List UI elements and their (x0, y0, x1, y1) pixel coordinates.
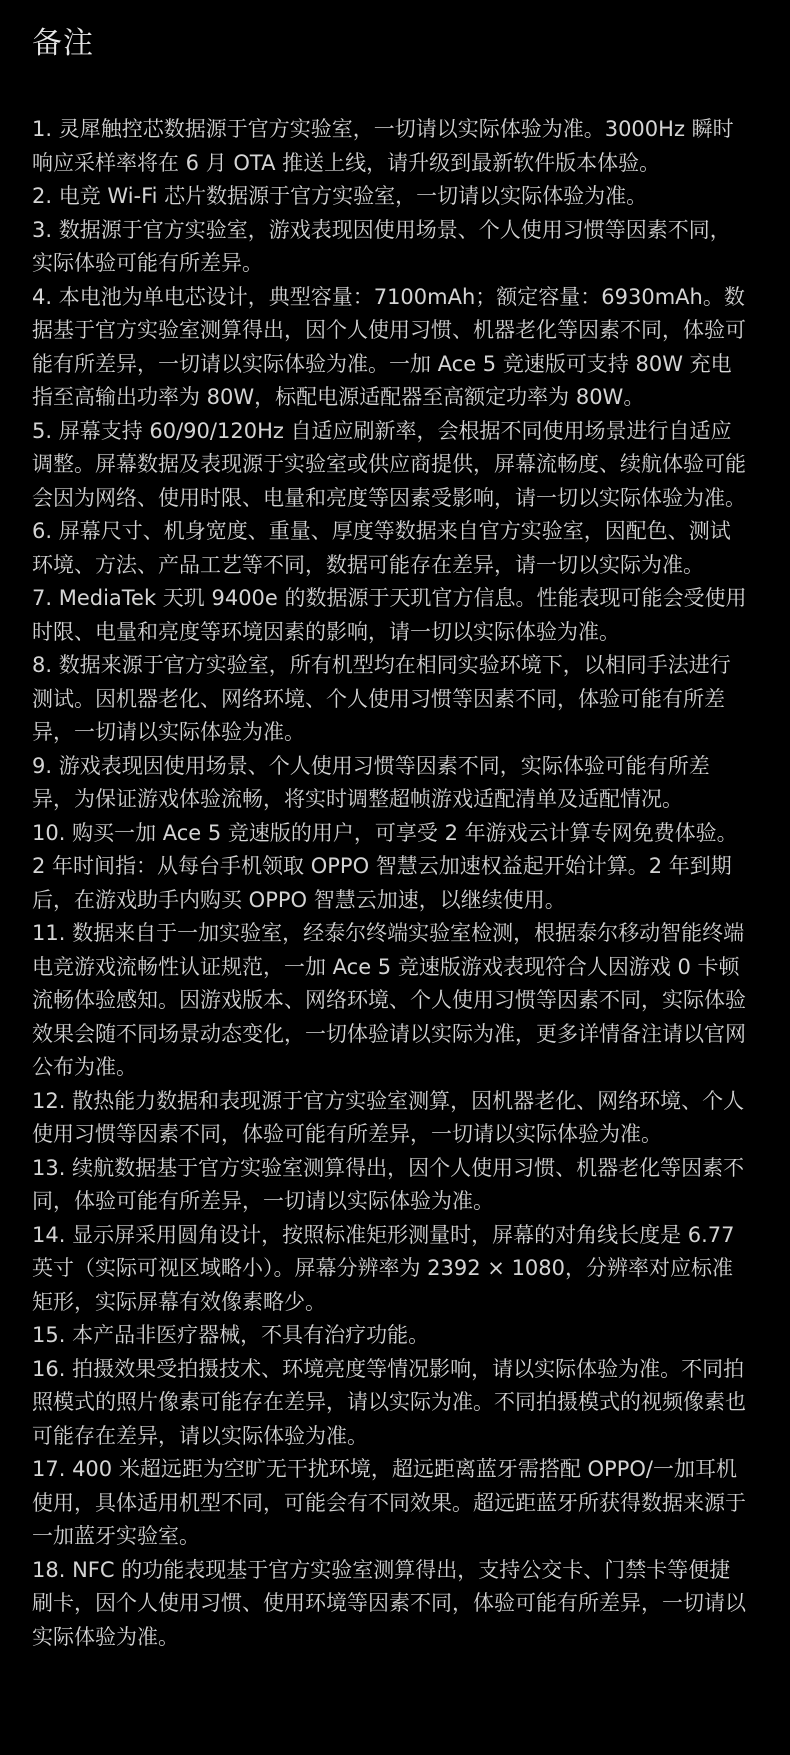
note-item-12: 12. 散热能力数据和表现源于官方实验室测算，因机器老化、网络环境、个人使用习惯等因素不同，体验可能有所差异，一切请以实际体验为准。 (32, 1088, 745, 1146)
note-item-9: 9. 游戏表现因使用场景、个人使用习惯等因素不同，实际体验可能有所差异，为保证游戏体验流畅，将实时调整超帧游戏适配清单及适配情况。 (32, 753, 710, 811)
note-item-4: 4. 本电池为单电芯设计，典型容量：7100mAh；额定容量：6930mAh。数据基于官方实验室测算得出，因个人使用习惯、机器老化等因素不同，体验可能有所差异，一切请以实际体验为准。一加 Ace 5 竞速版可支持 80W 充电指至高输出功率为 80W，标配电源适配器至高额定功率为 80W。 (32, 284, 746, 409)
note-item-3: 3. 数据源于官方实验室，游戏表现因使用场景、个人使用习惯等因素不同，实际体验可能有所差异。 (32, 217, 731, 275)
note-item-8: 8. 数据来源于官方实验室，所有机型均在相同实验环境下，以相同手法进行测试。因机器老化、网络环境、个人使用习惯等因素不同，体验可能有所差异，一切请以实际体验为准。 (32, 653, 731, 744)
note-item-13: 13. 续航数据基于官方实验室测算得出，因个人使用习惯、机器老化等因素不同，体验可能有所差异，一切请以实际体验为准。 (32, 1155, 745, 1213)
note-item-14: 14. 显示屏采用圆角设计，按照标准矩形测量时，屏幕的对角线长度是 6.77 英寸（实际可视区域略小）。屏幕分辨率为 2392 × 1080，分辨率对应标准矩形，实际屏幕有效像素略少。 (32, 1222, 735, 1314)
note-item-15: 15. 本产品非医疗器械，不具有治疗功能。 (32, 1323, 430, 1347)
page-title: 备注 (32, 26, 94, 61)
note-item-11: 11. 数据来自于一加实验室，经泰尔终端实验室检测，根据泰尔移动智能终端电竞游戏流畅性认证规范，一加 Ace 5 竞速版游戏表现符合人因游戏 0 卡顿流畅体验感知。因游戏版本、网络环境、个人使用习惯等因素不同，实际体验效果会随不同场景动态变化，一切体验请以实际为准，更多详情备注请以官网公布为准。 (32, 921, 746, 1079)
note-item-16: 16. 拍摄效果受拍摄技术、环境亮度等情况影响，请以实际体验为准。不同拍照模式的照片像素可能存在差异，请以实际为准。不同拍摄模式的视频像素也可能存在差异，请以实际体验为准。 (32, 1356, 746, 1448)
note-item-17: 17. 400 米超远距为空旷无干扰环境，超远距离蓝牙需搭配 OPPO/一加耳机使用，具体适用机型不同，可能会有不同效果。超远距蓝牙所获得数据来源于一加蓝牙实验室。 (32, 1457, 746, 1548)
note-item-7: 7. MediaTek 天玑 9400e 的数据源于天玑官方信息。性能表现可能会受使用时限、电量和亮度等环境因素的影响，请一切以实际体验为准。 (32, 586, 747, 644)
note-item-6: 6. 屏幕尺寸、机身宽度、重量、厚度等数据来自官方实验室，因配色、测试环境、方法、产品工艺等不同，数据可能存在差异，请一切以实际为准。 (32, 519, 731, 577)
note-item-18: 18. NFC 的功能表现基于官方实验室测算得出，支持公交卡、门禁卡等便捷刷卡，因个人使用习惯、使用环境等因素不同，体验可能有所差异，一切请以实际体验为准。 (32, 1557, 746, 1649)
note-item-2: 2. 电竞 Wi-Fi 芯片数据源于官方实验室，一切请以实际体验为准。 (32, 184, 648, 208)
note-item-10: 10. 购买一加 Ace 5 竞速版的用户，可享受 2 年游戏云计算专网免费体验。2 年时间指：从每台手机领取 OPPO 智慧云加速权益起开始计算。2 年到期后，在游戏助手内购买 OPPO 智慧云加速，以继续使用。 (32, 820, 738, 912)
note-item-1: 1. 灵犀触控芯数据源于官方实验室，一切请以实际体验为准。3000Hz 瞬时响应采样率将在 6 月 OTA 推送上线，请升级到最新软件版本体验。 (32, 117, 734, 175)
notes-list (32, 113, 750, 1654)
note-item-5: 5. 屏幕支持 60/90/120Hz 自适应刷新率，会根据不同使用场景进行自适应调整。屏幕数据及表现源于实验室或供应商提供，屏幕流畅度、续航体验可能会因为网络、使用时限、电量和亮度等因素受影响，请一切以实际体验为准。 (32, 418, 746, 510)
